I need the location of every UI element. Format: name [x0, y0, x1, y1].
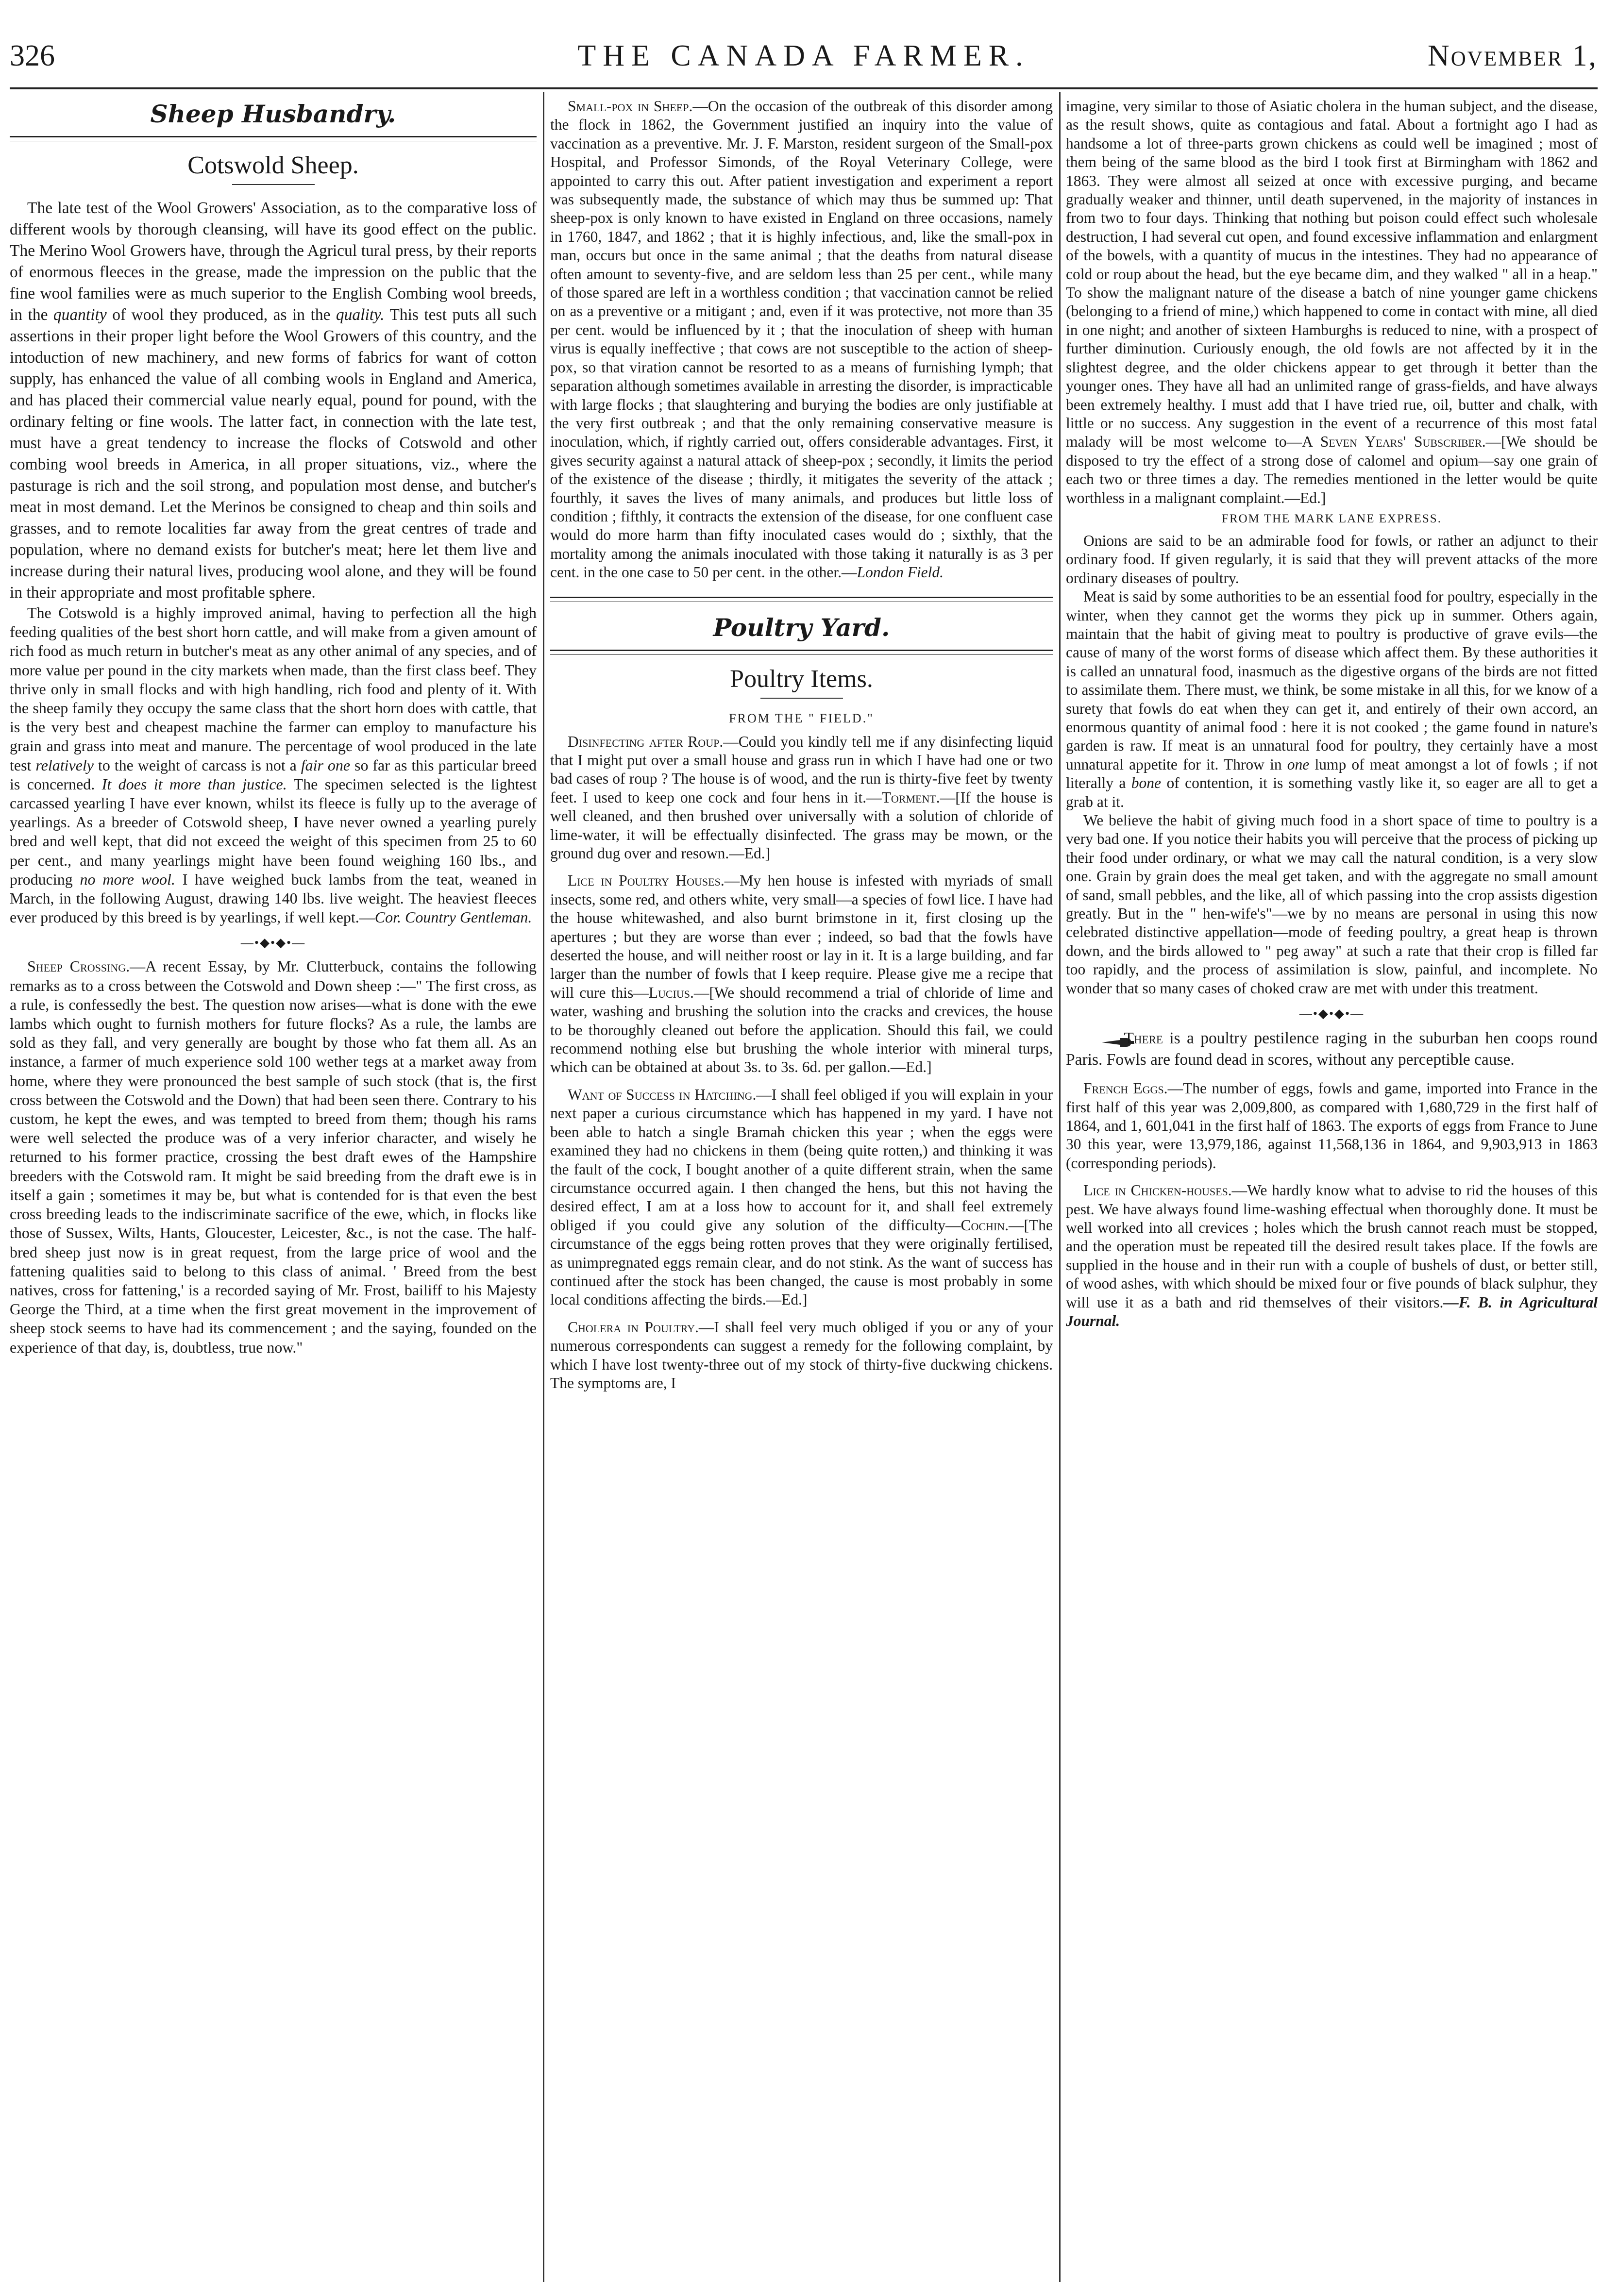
paragraph: Lice in Chicken-houses.—We hardly know what to advise to rid the houses of this pest. We have always found lime-washing effectual when thoroughly done. It must be well worked into all crevices ; holes which the brush cannot reach must be stopped, and the operation must be repeated till the desired result takes place. If the fowls are supplied in the house and in their run with a couple of bushels of dust, or better still, of wood ashes, with which should be mixed four or five pounds of black sulphur, they will use it as a bath and rid themselves of their visitors.—F. B. in Agricultural Journal. [1066, 1182, 1598, 1329]
column-divider [543, 92, 544, 2282]
section-heading-sheep-husbandry: Sheep Husbandry. [150, 100, 396, 128]
article-title-poultry-items: Poultry Items. [730, 665, 873, 693]
paragraph: Cholera in Poultry.—I shall feel very much obliged if you or any of your numerous correspondents can suggest a remedy for the following complaint, by which I have lost twenty-three out of my stock of thirty-five duckwing chickens. The symptoms are, I [550, 1318, 1053, 1391]
paragraph: Meat is said by some authorities to be an essential food for poultry, especially in the winter, when they cannot get the worms they pick up in summer. Others again, maintain that the habit of giving meat to poultry is productive of grave evils—the cause of many of the worst forms of disease which affect them. By these authorities it is called an unnatural food, inasmuch as the digestive organs of the birds are not fitted to assimilate them. There must, we think, be some mistake in all this, for we know of a surety that fowls do eat when they can get it, and entirely of their own accord, an enormous quantity of animal food : here it is not cooked ; the game found in nature's garden is raw. If meat is an unnatural food for poultry, they certainly have a most unnatural appetite for it. Throw in one lump of meat amongst a lot of fowls ; if not literally a bone of contention, it is something vastly like it, so eager are all to get a grab at it. [1066, 588, 1598, 810]
paragraph: There is a poultry pestilence raging in the suburban hen coops round Paris. Fowls are found dead in scores, without any perceptible cause. [1066, 1029, 1598, 1069]
column-3 [1066, 97, 1598, 2272]
newspaper-title: THE CANADA FARMER. [577, 39, 1030, 72]
paragraph: We believe the habit of giving much food in a short space of time to poultry is a very bad one. If you notice their habits you will perceive that the process of picking up their food under ordinary, or what we may call the natural condition, is a very slow one. Grain by grain does the meal get taken, and with the aggregate no small amount of sand, small pebbles, and the like, all of which passing into the crop assists digestion greatly. But in the " hen-wife's"—we by no means are personal in using this now celebrated distinctive appellation—mode of feeding poultry, a great heap is thrown down, and the birds allowed to " peg away" at such a rate that their crop is filled far too rapidly, and the process of assimilation is slow, painful, and incomplete. No wonder that so many cases of choked craw are met with under this treatment. [1066, 812, 1598, 997]
issue-date: November 1, [1427, 39, 1598, 72]
paragraph-lead: Lice in Chicken-houses. [1083, 1182, 1232, 1199]
paragraph-lead: There [1124, 1029, 1163, 1048]
paragraph: The late test of the Wool Growers' Association, as to the comparative loss of different wools by thorough cleansing, will have its good effect on the public. The Merino Wool Growers have, through the Agricul tural press, by their reports of enormous fleeces in the grease, made the impression on the public that the fine wool families were as much superior to the English Combing wool breeds, in the quantity of wool they produced, as in the quality. This test puts all such assertions in their proper light before the Wool Growers of this country, and the intoduction of new machinery, and new forms of fabrics for want of cotton supply, has enhanced the value of all combing wools in England and America, and has placed their commercial value nearly equal, pound for pound, with the ordinary felting or fine wools. The latter fact, in connection with the late test, must have a great tendency to increase the flocks of Cotswold and other combing wool breeds in America, in all proper situations, viz., where the pasturage is rich and the soil strong, and population most dense, and butcher's meat in most demand. Let the Merinos be consigned to cheap and thin soils and grasses, and to remote localities far away from the great centres of trade and population, where no demand exists for butcher's meat; here let them live and increase during their natural lives, producing wool alone, and they will be found in their appropriate and most profitable sphere. [10, 199, 537, 602]
source-line: FROM THE " FIELD." [729, 711, 874, 725]
paragraph: The Cotswold is a highly improved animal, having to perfection all the high feeding qualities of the best short horn cattle, and will make from a given amount of rich food as much return in butcher's meat as any other animal of any species, and of more value per pound in the city markets when made, than the first class beef. They thrive only in small flocks and with high handling, rich food and plenty of it. With the sheep family they occupy the same class that the short horn does with cattle, that is the very best and cheapest machine the farmer can employ to manufacture his grain and grass into meat and manure. The percentage of wool produced in the late test relatively to the weight of carcass is not a fair one so far as this particular breed is concerned. It does it more than justice. The specimen selected is the lightest carcassed yearling I have ever known, whilst its fleece is fully up to the average of yearlings. As a breeder of Cotswold sheep, I have never owned a yearling purely bred and well kept, that did not exceed the weight of this specimen from 25 to 60 per cent., and many yearlings might have been found weighing 160 lbs., and producing no more wool. I have weighed buck lambs from the teat, weaned in March, in the following August, drawing 140 lbs. live weight. The heaviest fleeces ever produced by this breed is by yearlings, if well kept.—Cor. Country Gentleman. [10, 604, 537, 926]
paragraph: Disinfecting after Roup.—Could you kindly tell me if any disinfecting liquid that I might put over a small house and grass run in which I have had one or two bad cases of roup ? The house is of wood, and the run is thirty-five feet by twenty feet. I used to keep one cock and four hens in it.—Torment.—[If the house is well cleaned, and then brushed over universally with a solution of chloride of lime-water, it will be effectually disinfected. The grass may be mown, or the ground dug over and resown.—Ed.] [550, 733, 1053, 862]
signature: Lucius. [648, 984, 694, 1001]
ornament-divider: —•◆•◆•— [1299, 1006, 1365, 1021]
title-rule [760, 698, 843, 699]
paragraph-lead: Cholera in Poultry. [568, 1318, 699, 1336]
paragraph-lead: Sheep Crossing. [27, 957, 130, 975]
paragraph: Small-pox in Sheep.—On the occasion of the outbreak of this disorder among the flock in 1862, the Government justified an inquiry into the value of vaccination as a preventive. Mr. J. F. Marston, resident surgeon of the Small-pox Hospital, and Professor Simonds, of the Royal Veterinary College, were appointed to carry this out. After patient investigation and experiment a report was subsequently made, the substance of which may thus be summed up: That sheep-pox is only known to have existed in England on three occasions, namely in 1760, 1847, and 1862 ; that it is highly infectious, and, like the small-pox in man, occurs but once in the same animal ; that the deaths from natural disease often amount to seventy-five, and are seldom less than 25 per cent., while many of those spared are left in a worthless condition ; that vaccination cannot be relied on as a preventive or a mitigant ; and, even if it was protective, not more than 35 per cent. would be influenced by it ; that the inoculation of sheep with human virus is equally ineffective ; that cows are not susceptible to the action of sheep-pox, so that viration cannot be resorted to as a means of furnishing lymph; that separation although sometimes available in arresting the disorder, is impracticable with large flocks ; that slaughtering and burying the bodies are only justifiable at the very first outbreak ; and that the only remaining conservative measure is inoculation, which, if rightly carried out, offers considerable advantages. First, it gives security against a natural attack of sheep-pox ; secondly, it limits the period of the existence of the disease ; thirdly, it mitigates the severity of the attack ; fourthly, it saves the lives of many animals, and produces but little loss of condition ; fifthly, it contracts the extension of the disease, for one confluent case would do more harm than fifty inoculated cases would do ; sixthly, that the mortality among the animals inoculated with those taking it naturally is as 3 per cent. in the one case to 50 per cent. in the other.—London Field. [550, 98, 1053, 581]
source-line: FROM THE MARK LANE EXPRESS. [1222, 512, 1442, 525]
signature: —F. B. in Agricultural Journal. [1066, 1293, 1598, 1329]
paragraph: Want of Success in Hatching.—I shall feel obliged if you will explain in your next paper a curious circumstance which has happened in my yard. I have not been able to hatch a single Bramah chicken this year ; when the eggs were examined they had no chickens in them (being quite rotten,) and thinking it was the fault of the cock, I bought another of a quite different strain, when the same circumstance occurred again. I then changed the hens, but this not having the desired effect, I am at a loss how to account for it, and shall feel extremely obliged if you could give any solution of the difficulty—Cochin.—[The circumstance of the eggs being rotten proves that they were originally fertilised, as unimpregnated eggs remain clear, and do not stink. As the want of success has continued after the stock has been changed, the cause is most probably in some local conditions affecting the birds.—Ed.] [550, 1086, 1053, 1308]
pointing-hand-icon [1083, 1033, 1117, 1046]
ornament-divider: —•◆•◆•— [240, 936, 306, 950]
column-2 [550, 97, 1053, 2272]
paragraph-lead: Small-pox in Sheep. [568, 98, 693, 115]
section-rule [550, 597, 1053, 602]
section-rule [10, 136, 537, 141]
signature: Cochin. [961, 1216, 1009, 1234]
paragraph-lead: French Eggs. [1083, 1080, 1168, 1097]
paragraph: Onions are said to be an admirable food for fowls, or rather an adjunct to their ordinary food. If given regularly, it is said that they will prevent attacks of the more ordinary diseases of poultry. [1066, 532, 1598, 587]
paragraph-lead: Disinfecting after Roup. [568, 733, 724, 750]
column-1 [10, 97, 537, 2272]
signature: London Field. [857, 564, 944, 581]
paragraph-lead: Want of Success in Hatching. [568, 1086, 757, 1103]
paragraph: Sheep Crossing.—A recent Essay, by Mr. Clutterbuck, contains the following remarks as to a cross between the Cotswold and Down sheep :—" The first cross, as a rule, is confessedly the best. The question now arises—what is done with the ewe lambs which ought to furnish mothers for future flocks? As a rule, the lambs are sold as they fall, and very generally are bought by those who fat them all. As an instance, a farmer of much experience sold 100 wether tegs at a market away from home, where they were pronounced the best sample of such stock (that is, the first cross between the Cotswold and the Down) that had been seen there. Contrary to his custom, he kept the ewes, and was tempted to breed from them; though his rams were well selected the produce was of a very inferior character, and wisely he returned to his former practice, crossing the best draft ewes of the Hampshire breeders with the Cotswold ram. It might be said breeding from the draft ewe is in itself a gain ; sometimes it may be, but what is contended for is that even the best cross breeding leads to the indiscriminate sacrifice of the ewe, which, in flocks like those of Sussex, Wilts, Hants, Gloucester, Leicester, &c., is not the case. The half-bred sheep just now is in great request, from the large price of wool and the fattening qualities said to belong to this class of animal. ' Breed from the best natives, cross for fattening,' is a recorded saying of Mr. Frost, bailiff to his Majesty George the Third, at a time when the first great movement in the improvement of sheep stock seems to have had its commencement ; and the saying, founded on the experience of that day, is, doubtless, true now." [10, 957, 537, 1356]
article-title-cotswold-sheep: Cotswold Sheep. [187, 151, 359, 179]
signature: Torment. [881, 788, 940, 806]
column-divider [1059, 92, 1061, 2282]
paragraph: Lice in Poultry Houses.—My hen house is infested with myriads of small insects, some red, and others white, very small—a species of fowl lice. I have had the house whitewashed, and also burnt brimstone in it, first closing up the apertures ; but they are worse than ever ; indeed, so bad that the fowls have deserted the house, and will neither roost or lay in it. It is a large building, and far larger than the number of fowls that I keep require. Please give me a recipe that will cure this—Lucius.—[We should recommend a trial of chloride of lime and water, washing and brushing the solution into the cracks and crevices, the house to be thoroughly cleaned out before the application. Should this fail, we could recommend nothing else but brushing the whole interior with mineral turps, which can be obtained at about 3s. to 3s. 6d. per gallon.—Ed.] [550, 872, 1053, 1076]
section-rule [550, 650, 1053, 655]
paragraph: imagine, very similar to those of Asiatic cholera in the human subject, and the disease, as the result shows, quite as contagious and fatal. About a fortnight ago I had as handsome a lot of three-parts grown chickens as could well be imagined ; most of them being of the same blood as the bird I took first at Birmingham with 1862 and 1863. They were almost all seized at once with excessive purging, and became gradually weaker and thinner, until death supervened, in the majority of instances in from two to four days. Thinking that nothing but poison could effect such wholesale destruction, I had several cut open, and found excessive inflammation and enlargment of the bowels, with a quantity of mucus in the intestines. They had no appearance of cold or roup about the head, but the eye became dim, and they walked " all in a heap." To show the malignant nature of the disease a batch of nine younger game chickens (belonging to a friend of mine,) which happened to come in contact with mine, all died in one night; and another of sixteen Hamburghs is reduced to nine, with a prospect of further diminution. Curiously enough, the old fowls are not affected by it in the slightest degree, and the older chickens appear to get through it better than the younger ones. They have all had an unlimited range of grass-fields, and have always been extremely healthy. I must add that I have tried rue, oil, butter and chalk, with little or no success. Any suggestion in the event of a recurrence of this most fatal malady will be most welcome to—A Seven Years' Subscriber.—[We should be disposed to try the effect of a strong dose of calomel and opium—say one grain of each two or three times a day. The remedies mentioned in the letter would be quite worthless in a malignant complaint.—Ed.] [1066, 98, 1598, 506]
signature: Cor. Country Gentleman. [374, 908, 532, 926]
section-heading-poultry-yard: Poultry Yard. [713, 613, 890, 642]
page-number: 326 [10, 39, 55, 72]
paragraph: French Eggs.—The number of eggs, fowls and game, imported into France in the first half of this year was 2,009,800, as compared with 1,680,729 in the first half of 1864, and 1, 601,041 in the first half of 1863. The exports of eggs from France to June 30 this year, were 13,979,186, against 11,568,136 in 1864, and 9,903,913 in 1863 (corresponding periods). [1066, 1080, 1598, 1172]
masthead [10, 39, 1598, 83]
masthead-rule [10, 87, 1598, 89]
paragraph-lead: Lice in Poultry Houses. [568, 872, 725, 889]
title-rule [232, 184, 315, 185]
signature: Seven Years' Subscriber. [1320, 433, 1486, 451]
